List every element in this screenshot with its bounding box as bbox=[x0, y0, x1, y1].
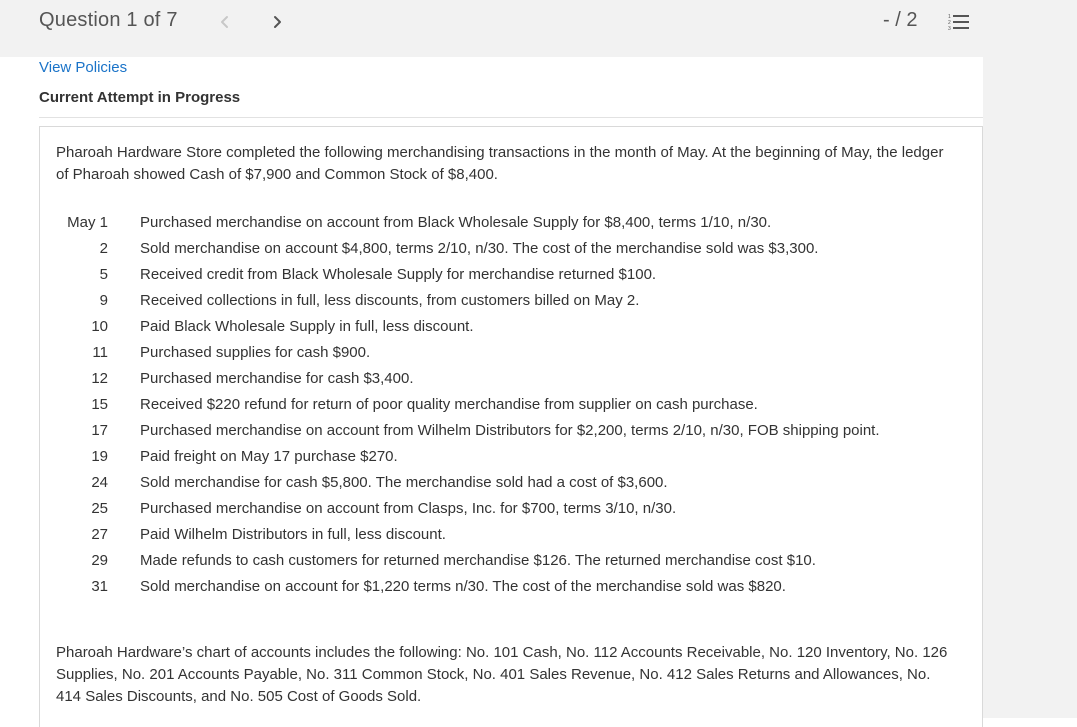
svg-text:2: 2 bbox=[948, 20, 951, 26]
transactions-table bbox=[56, 209, 880, 599]
transaction-date: 5 bbox=[99, 265, 108, 283]
question-card bbox=[39, 126, 983, 727]
transaction-row bbox=[56, 495, 880, 521]
transaction-description: Paid Wilhelm Distributors in full, less discount. bbox=[140, 525, 446, 543]
transaction-date: 31 bbox=[91, 577, 108, 595]
transaction-description: Purchased supplies for cash $900. bbox=[140, 343, 371, 361]
transaction-description: Paid freight on May 17 purchase $270. bbox=[140, 447, 398, 465]
transaction-date: 25 bbox=[91, 499, 108, 517]
chevron-left-icon bbox=[219, 15, 231, 29]
transaction-row bbox=[56, 261, 880, 287]
transaction-row bbox=[56, 313, 880, 339]
transaction-date: May 1 bbox=[67, 213, 108, 231]
transaction-row bbox=[56, 521, 880, 547]
transaction-row bbox=[56, 573, 880, 599]
transaction-description: Sold merchandise on account for $1,220 terms n/30. The cost of the merchandise sold was $820. bbox=[140, 577, 786, 595]
transaction-date: 19 bbox=[91, 447, 108, 465]
transaction-row bbox=[56, 469, 880, 495]
transaction-description: Received collections in full, less discounts, from customers billed on May 2. bbox=[140, 291, 640, 309]
transaction-date: 17 bbox=[91, 421, 108, 439]
transaction-description: Purchased merchandise on account from Wilhelm Distributors for $2,200, terms 2/10, n/30, FOB shipping point. bbox=[140, 421, 880, 439]
previous-question-button[interactable] bbox=[213, 10, 237, 34]
score-display: - / 2 bbox=[883, 9, 918, 31]
transaction-row bbox=[56, 391, 880, 417]
transaction-description: Made refunds to cash customers for returned merchandise $126. The returned merchandise cost $10. bbox=[140, 551, 816, 569]
transaction-date: 10 bbox=[91, 317, 108, 335]
svg-text:3: 3 bbox=[948, 26, 951, 31]
transaction-description: Sold merchandise for cash $5,800. The merchandise sold had a cost of $3,600. bbox=[140, 473, 668, 491]
chevron-right-icon bbox=[271, 15, 283, 29]
transaction-date: 12 bbox=[91, 369, 108, 387]
question-counter: Question 1 of 7 bbox=[39, 9, 178, 31]
transaction-description: Purchased merchandise for cash $3,400. bbox=[140, 369, 414, 387]
divider bbox=[39, 117, 983, 118]
transaction-date: 27 bbox=[91, 525, 108, 543]
transaction-row bbox=[56, 443, 880, 469]
question-list-button[interactable] bbox=[945, 9, 973, 35]
chart-of-accounts-text: Pharoah Hardware’s chart of accounts includes the following: No. 101 Cash, No. 112 Accounts Receivable, No. 120 Inventory, No. 126 Supplies, No. 201 Accounts Payable, No. 311 Common Stock, No. 401 Sales Revenue, No. 412 Sales Returns and Allowances, No. 414 Sales Discounts, and No. 505 Cost of Goods Sold. bbox=[56, 644, 948, 705]
transaction-date: 9 bbox=[99, 291, 108, 309]
attempt-status: Current Attempt in Progress bbox=[39, 89, 241, 106]
transaction-row bbox=[56, 235, 880, 261]
transaction-date: 29 bbox=[91, 551, 108, 569]
transaction-row bbox=[56, 209, 880, 235]
transaction-description: Purchased merchandise on account from Clasps, Inc. for $700, terms 3/10, n/30. bbox=[140, 499, 677, 517]
view-policies-link[interactable]: View Policies bbox=[39, 59, 128, 76]
transaction-date: 24 bbox=[91, 473, 108, 491]
transaction-description: Sold merchandise on account $4,800, terms 2/10, n/30. The cost of the merchandise sold was $3,300. bbox=[140, 239, 819, 257]
transaction-description: Paid Black Wholesale Supply in full, less discount. bbox=[140, 317, 474, 335]
transaction-description: Received credit from Black Wholesale Supply for merchandise returned $100. bbox=[140, 265, 657, 283]
transaction-row bbox=[56, 417, 880, 443]
next-question-button[interactable] bbox=[265, 10, 289, 34]
transaction-row bbox=[56, 287, 880, 313]
transaction-date: 2 bbox=[99, 239, 108, 257]
transaction-row bbox=[56, 365, 880, 391]
svg-text:1: 1 bbox=[948, 14, 951, 20]
right-gutter bbox=[983, 57, 1077, 718]
transaction-date: 15 bbox=[91, 395, 108, 413]
transaction-row bbox=[56, 547, 880, 573]
transaction-date: 11 bbox=[92, 343, 108, 361]
transaction-description: Purchased merchandise on account from Black Wholesale Supply for $8,400, terms 1/10, n/30. bbox=[140, 213, 772, 231]
numbered-list-icon bbox=[948, 13, 970, 31]
transaction-description: Received $220 refund for return of poor quality merchandise from supplier on cash purchase. bbox=[140, 395, 758, 413]
problem-intro: Pharoah Hardware Store completed the following merchandising transactions in the month of May. At the beginning of May, the ledger of Pharoah showed Cash of $7,900 and Common Stock of $8,400. bbox=[56, 144, 944, 183]
transaction-row bbox=[56, 339, 880, 365]
